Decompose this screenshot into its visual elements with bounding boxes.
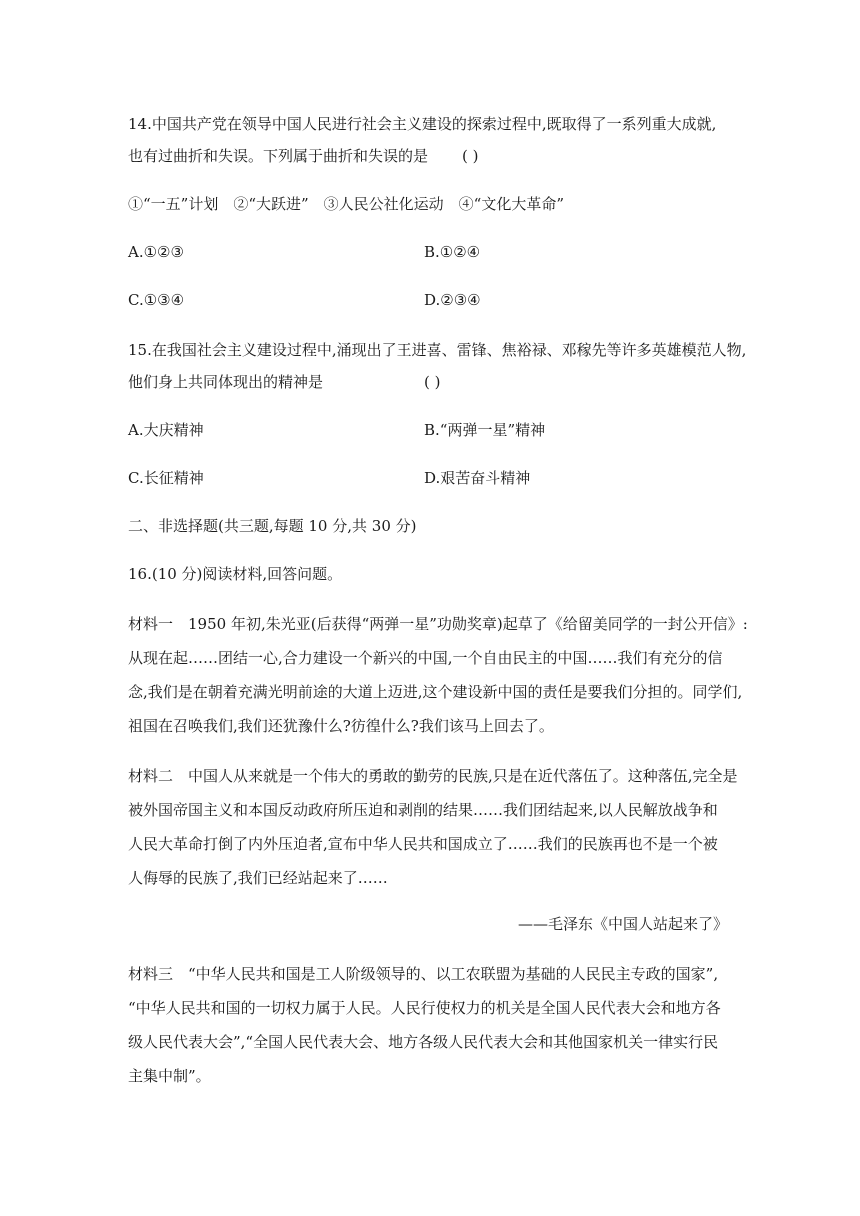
- material2-source: ——毛泽东《中国人站起来了》: [517, 915, 728, 933]
- q15-option-d: D.艰苦奋斗精神: [424, 469, 531, 487]
- section2-heading: 二、非选择题(共三题,每题 10 分,共 30 分): [128, 517, 417, 535]
- material3-line3: 级人民代表大会”,“全国人民代表大会、地方各级人民代表大会和其他国家机关一律实行民: [128, 1033, 719, 1051]
- q14-items: ①“一五”计划 ②“大跃进” ③人民公社化运动 ④“文化大革命”: [128, 195, 565, 213]
- material2-line4: 人侮辱的民族了,我们已经站起来了……: [128, 869, 388, 887]
- q14-option-b: B.①②④: [424, 243, 481, 261]
- q16-stem: 16.(10 分)阅读材料,回答问题。: [128, 565, 343, 583]
- q15-answer-blank: ( ): [424, 373, 441, 391]
- q14-stem-line2: [128, 146, 479, 166]
- q15-option-b: B.“两弹一星”精神: [424, 421, 546, 439]
- q14-option-a: A.①②③: [128, 243, 184, 261]
- q15-stem-text: 他们身上共同体现出的精神是: [128, 373, 324, 391]
- material3-line1: 材料三 “中华人民共和国是工人阶级领导的、以工农联盟为基础的人民民主专政的国家”,: [128, 965, 719, 983]
- material2-line3: 人民大革命打倒了内外压迫者,宣布中华人民共和国成立了……我们的民族再也不是一个被: [128, 835, 718, 853]
- material2-line2: 被外国帝国主义和本国反动政府所压迫和剥削的结果……我们团结起来,以人民解放战争和: [128, 801, 718, 819]
- q14-stem-text: 也有过曲折和失误。下列属于曲折和失误的是: [128, 147, 429, 165]
- material1-line3: 念,我们是在朝着充满光明前途的大道上迈进,这个建设新中国的责任是要我们分担的。同学们,: [128, 683, 743, 701]
- q14-stem-line1: 14.中国共产党在领导中国人民进行社会主义建设的探索过程中,既取得了一系列重大成就,: [128, 115, 717, 133]
- material3-line2: “中华人民共和国的一切权力属于人民。人民行使权力的机关是全国人民代表大会和地方各: [128, 999, 721, 1017]
- q15-option-c: C.长征精神: [128, 469, 204, 487]
- q14-option-c: C.①③④: [128, 291, 185, 309]
- material1-line1: 材料一 1950 年初,朱光亚(后获得“两弹一星”功勋奖章)起草了《给留美同学的一封公开信》:: [128, 615, 748, 633]
- q15-option-a: A.大庆精神: [128, 421, 204, 439]
- material1-line4: 祖国在召唤我们,我们还犹豫什么?彷徨什么?我们该马上回去了。: [128, 717, 554, 735]
- material3-line4: 主集中制”。: [128, 1067, 211, 1085]
- q15-stem-line2: [128, 372, 323, 392]
- q14-answer-blank: ( ): [462, 147, 479, 165]
- q14-option-d: D.②③④: [424, 291, 481, 309]
- material1-line2: 从现在起……团结一心,合力建设一个新兴的中国,一个自由民主的中国……我们有充分的信: [128, 649, 723, 667]
- q15-stem-line1: 15.在我国社会主义建设过程中,涌现出了王进喜、雷锋、焦裕禄、邓稼先等许多英雄模范人物,: [128, 341, 747, 359]
- material2-line1: 材料二 中国人从来就是一个伟大的勇敢的勤劳的民族,只是在近代落伍了。这种落伍,完全是: [128, 767, 738, 785]
